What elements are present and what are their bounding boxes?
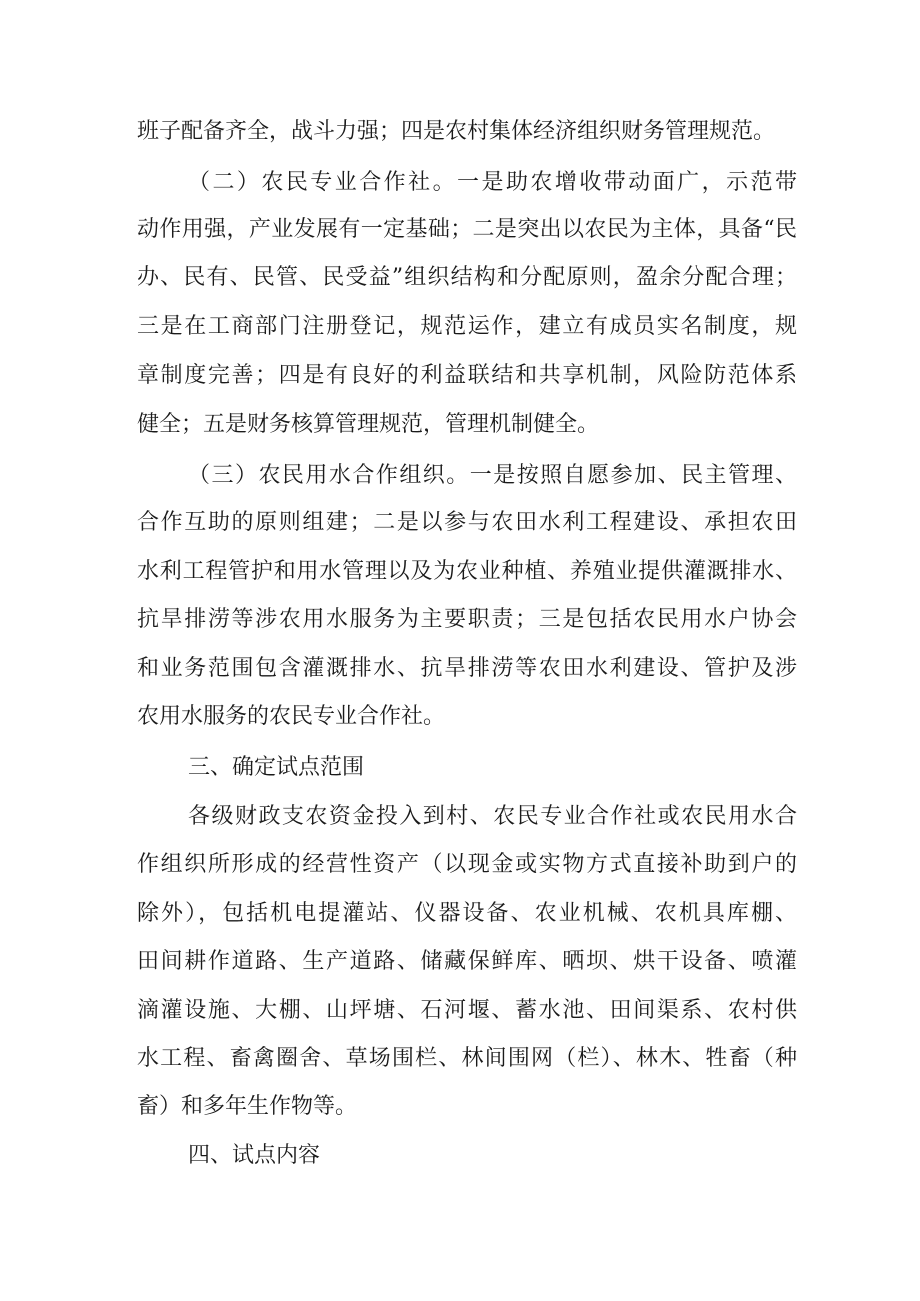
paragraph-line: （三）农民用水合作组织。一是按照自愿参加、民主管理、 xyxy=(188,463,797,488)
paragraph-line: 畜）和多年生作物等。 xyxy=(137,1094,358,1119)
paragraph-line: （二）农民专业合作社。一是助农增收带动面广，示范带 xyxy=(188,170,797,195)
paragraph-line: 农用水服务的农民专业合作社。 xyxy=(137,704,446,729)
paragraph-line: 水利工程管护和用水管理以及为农业种植、养殖业提供灌溉排水、 xyxy=(137,559,797,584)
paragraph-line: 各级财政支农资金投入到村、农民专业合作社或农民用水合 xyxy=(188,804,797,829)
paragraph-line: 章制度完善；四是有良好的利益联结和共享机制，风险防范体系 xyxy=(137,363,797,388)
paragraph-line: 滴灌设施、大棚、山坪塘、石河堰、蓄水池、田间渠系、农村供 xyxy=(137,998,797,1023)
paragraph-line: 抗旱排涝等涉农用水服务为主要职责；三是包括农民用水户协会 xyxy=(137,607,797,632)
paragraph-line: 田间耕作道路、生产道路、储藏保鲜库、晒坝、烘干设备、喷灌 xyxy=(137,949,797,974)
paragraph-line: 办、民有、民管、民受益”组织结构和分配原则，盈余分配合理； xyxy=(137,265,797,290)
section-heading: 三、确定试点范围 xyxy=(188,755,365,780)
paragraph-line: 健全；五是财务核算管理规范，管理机制健全。 xyxy=(137,412,600,437)
paragraph-line: 三是在工商部门注册登记，规范运作，建立有成员实名制度，规 xyxy=(137,314,797,339)
section-heading: 四、试点内容 xyxy=(188,1143,321,1168)
paragraph-line: 合作互助的原则组建；二是以参与农田水利工程建设、承担农田 xyxy=(137,510,797,535)
paragraph-line: 动作用强，产业发展有一定基础；二是突出以农民为主体，具备“民 xyxy=(137,217,797,242)
paragraph-line: 除外），包括机电提灌站、仪器设备、农业机械、农机具库棚、 xyxy=(137,901,797,926)
paragraph-line: 作组织所形成的经营性资产（以现金或实物方式直接补助到户的 xyxy=(137,852,797,877)
paragraph-line: 和业务范围包含灌溉排水、抗旱排涝等农田水利建设、管护及涉 xyxy=(137,656,797,681)
paragraph-line: 水工程、畜禽圈舍、草场围栏、林间围网（栏）、林木、牲畜（种 xyxy=(137,1046,797,1071)
paragraph-line: 班子配备齐全，战斗力强；四是农村集体经济组织财务管理规范。 xyxy=(137,119,776,144)
